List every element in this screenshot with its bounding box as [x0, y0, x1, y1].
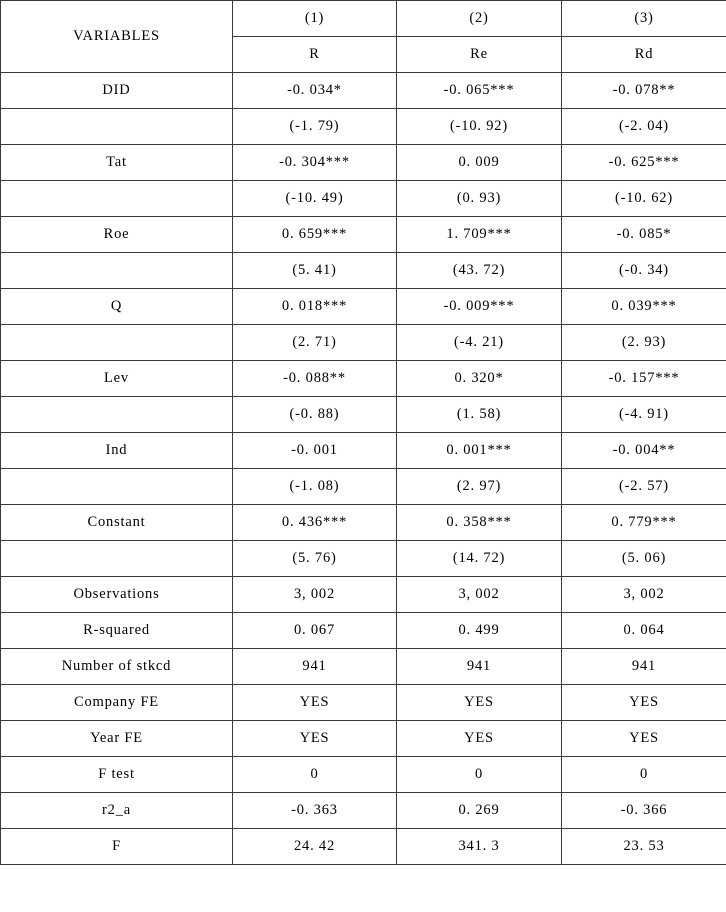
table-row [1, 181, 726, 217]
row-label-blank [1, 397, 233, 433]
coef-roe-1: 0. 659*** [233, 217, 397, 253]
se-roe-2: (43. 72) [397, 253, 562, 289]
f-1: 24. 42 [233, 829, 397, 865]
observations-2: 3, 002 [397, 577, 562, 613]
column-name-2: Re [397, 37, 562, 73]
table-row [1, 793, 726, 829]
r2-a-1: -0. 363 [233, 793, 397, 829]
f-2: 341. 3 [397, 829, 562, 865]
se-lev-2: (1. 58) [397, 397, 562, 433]
column-number-2: (2) [397, 1, 562, 37]
row-label-lev: Lev [1, 361, 233, 397]
table-row [1, 721, 726, 757]
r-squared-3: 0. 064 [562, 613, 726, 649]
row-label-f-test: F test [1, 757, 233, 793]
se-did-2: (-10. 92) [397, 109, 562, 145]
se-constant-2: (14. 72) [397, 541, 562, 577]
se-q-3: (2. 93) [562, 325, 726, 361]
coef-ind-1: -0. 001 [233, 433, 397, 469]
se-ind-1: (-1. 08) [233, 469, 397, 505]
company-fe-3: YES [562, 685, 726, 721]
f-test-1: 0 [233, 757, 397, 793]
table-header-row-numbers [1, 1, 726, 37]
table-row [1, 829, 726, 865]
coef-constant-2: 0. 358*** [397, 505, 562, 541]
se-ind-2: (2. 97) [397, 469, 562, 505]
coef-constant-3: 0. 779*** [562, 505, 726, 541]
r2-a-2: 0. 269 [397, 793, 562, 829]
table-body [1, 1, 726, 865]
coef-q-2: -0. 009*** [397, 289, 562, 325]
column-number-3: (3) [562, 1, 726, 37]
coef-q-3: 0. 039*** [562, 289, 726, 325]
company-fe-1: YES [233, 685, 397, 721]
column-name-1: R [233, 37, 397, 73]
coef-did-1: -0. 034* [233, 73, 397, 109]
row-label-number-of-stkcd: Number of stkcd [1, 649, 233, 685]
coef-lev-2: 0. 320* [397, 361, 562, 397]
table-row [1, 613, 726, 649]
coef-lev-1: -0. 088** [233, 361, 397, 397]
table-row [1, 505, 726, 541]
coef-roe-2: 1. 709*** [397, 217, 562, 253]
se-did-1: (-1. 79) [233, 109, 397, 145]
year-fe-2: YES [397, 721, 562, 757]
coef-tat-3: -0. 625*** [562, 145, 726, 181]
year-fe-3: YES [562, 721, 726, 757]
table-row [1, 757, 726, 793]
table-row [1, 649, 726, 685]
year-fe-1: YES [233, 721, 397, 757]
table-row [1, 397, 726, 433]
number-of-stkcd-3: 941 [562, 649, 726, 685]
table-row [1, 325, 726, 361]
table-row [1, 469, 726, 505]
row-label-roe: Roe [1, 217, 233, 253]
column-number-1: (1) [233, 1, 397, 37]
coef-tat-2: 0. 009 [397, 145, 562, 181]
row-label-did: DID [1, 73, 233, 109]
row-label-ind: Ind [1, 433, 233, 469]
f-3: 23. 53 [562, 829, 726, 865]
se-constant-3: (5. 06) [562, 541, 726, 577]
coef-roe-3: -0. 085* [562, 217, 726, 253]
se-tat-1: (-10. 49) [233, 181, 397, 217]
row-label-blank [1, 541, 233, 577]
row-label-r-squared: R-squared [1, 613, 233, 649]
r-squared-2: 0. 499 [397, 613, 562, 649]
row-label-f: F [1, 829, 233, 865]
row-label-blank [1, 109, 233, 145]
table-row [1, 541, 726, 577]
table-row [1, 217, 726, 253]
r-squared-1: 0. 067 [233, 613, 397, 649]
observations-3: 3, 002 [562, 577, 726, 613]
table-row [1, 433, 726, 469]
table-row [1, 289, 726, 325]
coef-constant-1: 0. 436*** [233, 505, 397, 541]
se-ind-3: (-2. 57) [562, 469, 726, 505]
se-tat-3: (-10. 62) [562, 181, 726, 217]
coef-ind-2: 0. 001*** [397, 433, 562, 469]
column-name-3: Rd [562, 37, 726, 73]
se-tat-2: (0. 93) [397, 181, 562, 217]
row-label-q: Q [1, 289, 233, 325]
r2-a-3: -0. 366 [562, 793, 726, 829]
se-roe-3: (-0. 34) [562, 253, 726, 289]
coef-did-3: -0. 078** [562, 73, 726, 109]
company-fe-2: YES [397, 685, 562, 721]
row-label-company-fe: Company FE [1, 685, 233, 721]
se-lev-1: (-0. 88) [233, 397, 397, 433]
coef-did-2: -0. 065*** [397, 73, 562, 109]
table-row [1, 361, 726, 397]
row-label-constant: Constant [1, 505, 233, 541]
se-q-1: (2. 71) [233, 325, 397, 361]
table-row [1, 253, 726, 289]
table-row [1, 145, 726, 181]
table-row [1, 73, 726, 109]
row-label-year-fe: Year FE [1, 721, 233, 757]
row-label-blank [1, 181, 233, 217]
observations-1: 3, 002 [233, 577, 397, 613]
table-row [1, 577, 726, 613]
coef-q-1: 0. 018*** [233, 289, 397, 325]
se-q-2: (-4. 21) [397, 325, 562, 361]
row-label-observations: Observations [1, 577, 233, 613]
stub-header-variables: VARIABLES [1, 1, 233, 73]
table-row [1, 685, 726, 721]
coef-tat-1: -0. 304*** [233, 145, 397, 181]
row-label-blank [1, 253, 233, 289]
se-constant-1: (5. 76) [233, 541, 397, 577]
coef-lev-3: -0. 157*** [562, 361, 726, 397]
f-test-3: 0 [562, 757, 726, 793]
row-label-blank [1, 469, 233, 505]
number-of-stkcd-2: 941 [397, 649, 562, 685]
table-row [1, 109, 726, 145]
row-label-r2-a: r2_a [1, 793, 233, 829]
number-of-stkcd-1: 941 [233, 649, 397, 685]
f-test-2: 0 [397, 757, 562, 793]
se-lev-3: (-4. 91) [562, 397, 726, 433]
row-label-tat: Tat [1, 145, 233, 181]
row-label-blank [1, 325, 233, 361]
se-did-3: (-2. 04) [562, 109, 726, 145]
se-roe-1: (5. 41) [233, 253, 397, 289]
coef-ind-3: -0. 004** [562, 433, 726, 469]
